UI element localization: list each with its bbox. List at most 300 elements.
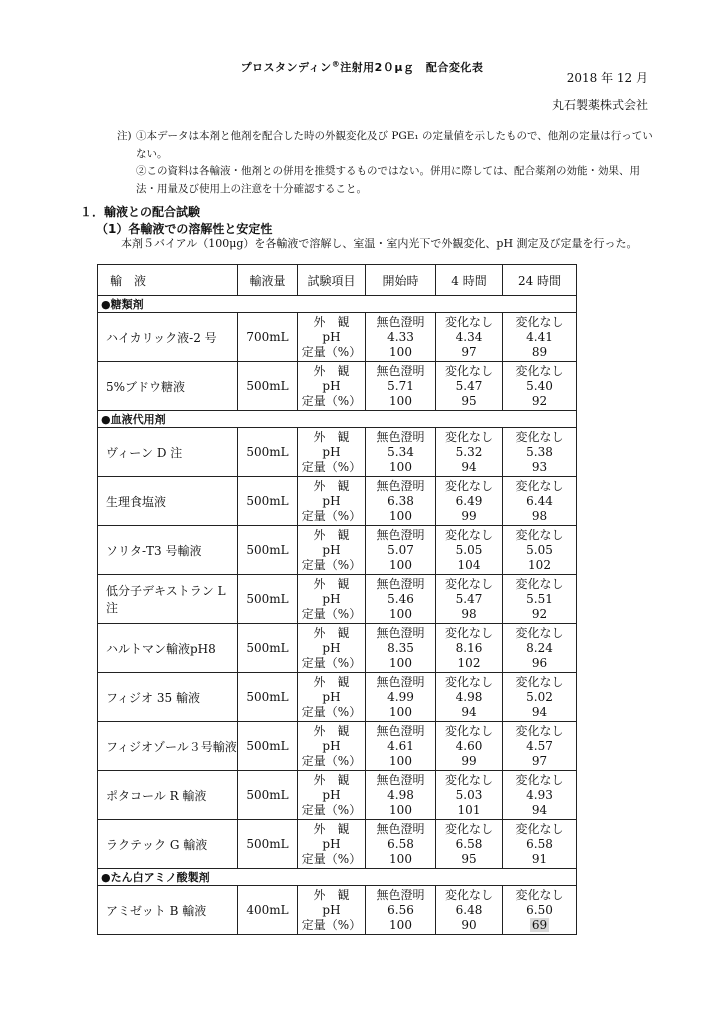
test-item-label: 外 観 — [313, 478, 350, 493]
result-value: 98 — [531, 508, 548, 523]
result-stack — [366, 822, 435, 867]
result-cell-h4 — [436, 526, 503, 575]
result-value: 5.46 — [387, 591, 414, 606]
result-value: 100 — [389, 851, 412, 866]
category-row — [98, 869, 577, 886]
test-items-cell — [298, 362, 366, 411]
test-items-cell — [298, 673, 366, 722]
table-row — [98, 673, 577, 722]
result-cell-h24 — [503, 428, 577, 477]
result-stack — [503, 315, 576, 360]
result-value: 変化なし — [444, 821, 493, 836]
result-value: 93 — [531, 459, 548, 474]
infusion-volume: 500mL — [238, 722, 298, 771]
infusion-name: ハイカリック液-2 号 — [98, 313, 238, 362]
test-item-label: 定量（%） — [301, 557, 362, 572]
result-stack — [366, 528, 435, 573]
result-value: 6.49 — [455, 493, 483, 508]
result-value: 99 — [461, 508, 477, 523]
header-cell: 24 時間 — [503, 265, 577, 296]
result-cell-h4 — [436, 428, 503, 477]
result-value: 4.34 — [455, 329, 483, 344]
result-value: 変化なし — [444, 625, 493, 640]
result-value: 6.56 — [387, 902, 414, 917]
result-stack — [436, 528, 502, 573]
result-cell-start — [366, 526, 436, 575]
result-stack — [503, 888, 576, 933]
result-value: 4.41 — [526, 329, 553, 344]
test-items-stack — [298, 315, 365, 360]
document-date: 2018 年 12 月 — [566, 71, 648, 85]
title-main: プロスタンディン — [240, 61, 332, 74]
result-stack — [436, 773, 502, 818]
table-row — [98, 526, 577, 575]
infusion-volume: 500mL — [238, 362, 298, 411]
result-stack — [503, 675, 576, 720]
result-cell-h24 — [503, 362, 577, 411]
section-description: 本剤５バイアル（100μg）を各輸液で溶解し、室温・室内光下で外観変化、pH 測定及び定量を行った。 — [121, 237, 638, 250]
result-value: 無色澄明 — [376, 314, 425, 329]
result-cell-h24 — [503, 526, 577, 575]
test-items-cell — [298, 624, 366, 673]
result-stack — [436, 364, 502, 409]
infusion-volume: 500mL — [238, 771, 298, 820]
result-value — [503, 918, 576, 933]
test-item-label: 定量（%） — [301, 655, 362, 670]
infusion-name: ラクテック G 輸液 — [98, 820, 238, 869]
result-value: 変化なし — [444, 723, 493, 738]
test-item-label: 定量（%） — [301, 753, 362, 768]
test-item-label: 外 観 — [313, 429, 350, 444]
result-value: 変化なし — [515, 314, 564, 329]
result-value: 変化なし — [515, 576, 564, 591]
result-value: 変化なし — [444, 576, 493, 591]
test-item-label: 外 観 — [313, 363, 350, 378]
result-value: 5.07 — [387, 542, 414, 557]
header-cell: 輸液量 — [238, 265, 298, 296]
result-value: 5.38 — [526, 444, 553, 459]
result-stack — [436, 822, 502, 867]
result-value: 100 — [389, 606, 412, 621]
infusion-volume: 400mL — [238, 886, 298, 935]
result-value: 無色澄明 — [376, 478, 425, 493]
result-value: 95 — [461, 851, 477, 866]
result-value: 4.60 — [455, 738, 483, 753]
result-value: 6.50 — [526, 902, 553, 917]
result-value: 100 — [389, 753, 412, 768]
result-value: 5.51 — [526, 591, 553, 606]
test-item-label: 定量（%） — [301, 851, 362, 866]
result-value: 変化なし — [515, 723, 564, 738]
result-value: 5.02 — [526, 689, 553, 704]
result-value: 100 — [389, 508, 412, 523]
result-value: 4.98 — [387, 787, 414, 802]
test-items-cell — [298, 575, 366, 624]
result-cell-h24 — [503, 673, 577, 722]
note-1 — [117, 128, 657, 163]
test-item-label: 定量（%） — [301, 802, 362, 817]
result-value: 4.57 — [526, 738, 553, 753]
table-row — [98, 820, 577, 869]
result-cell-h4 — [436, 575, 503, 624]
infusion-volume: 500mL — [238, 428, 298, 477]
result-stack — [436, 724, 502, 769]
result-value: 変化なし — [444, 527, 493, 542]
section-subheading: （1）各輸液での溶解性と安定性 — [96, 222, 273, 236]
result-cell-h4 — [436, 624, 503, 673]
result-value: 102 — [528, 557, 551, 572]
result-value: 変化なし — [444, 363, 493, 378]
result-stack — [436, 479, 502, 524]
result-value: 101 — [457, 802, 481, 817]
result-cell-h24 — [503, 771, 577, 820]
test-items-cell — [298, 313, 366, 362]
result-cell-h24 — [503, 820, 577, 869]
result-value: 6.58 — [387, 836, 414, 851]
test-items-stack — [298, 430, 365, 475]
result-stack — [503, 430, 576, 475]
test-item-label: pH — [322, 378, 341, 393]
result-value: 5.47 — [455, 591, 483, 606]
result-value: 変化なし — [444, 772, 493, 787]
result-value: 変化なし — [515, 821, 564, 836]
result-stack — [366, 315, 435, 360]
note-label: 注) — [117, 130, 132, 142]
result-value: 91 — [531, 851, 548, 866]
result-cell-start — [366, 722, 436, 771]
result-value: 変化なし — [444, 429, 493, 444]
infusion-volume: 500mL — [238, 624, 298, 673]
result-value: 変化なし — [515, 478, 564, 493]
infusion-volume: 500mL — [238, 820, 298, 869]
notes-block — [117, 128, 657, 198]
infusion-volume: 500mL — [238, 526, 298, 575]
note-text: ②この資料は各輸液・他剤との併用を推奨するものではない。併用に際しては、配合薬剤の効能・効果、用法・用量及び使用上の注意を十分確認すること。 — [136, 165, 640, 195]
test-items-cell — [298, 886, 366, 935]
result-cell-start — [366, 820, 436, 869]
result-value: 94 — [531, 802, 548, 817]
result-cell-h24 — [503, 575, 577, 624]
table-row — [98, 575, 577, 624]
result-cell-h24 — [503, 624, 577, 673]
result-cell-start — [366, 886, 436, 935]
test-items-stack — [298, 626, 365, 671]
test-items-stack — [298, 888, 365, 933]
result-value: 4.61 — [387, 738, 414, 753]
result-stack — [503, 626, 576, 671]
result-value: 89 — [531, 344, 548, 359]
category-label: ●糖類剤 — [98, 296, 577, 313]
result-cell-h24 — [503, 886, 577, 935]
result-value: 100 — [389, 917, 412, 932]
compatibility-table — [97, 264, 577, 935]
result-stack — [436, 430, 502, 475]
test-item-label: pH — [322, 902, 341, 917]
result-value: 97 — [461, 344, 477, 359]
result-value: 無色澄明 — [376, 625, 425, 640]
result-cell-start — [366, 477, 436, 526]
result-value: 5.05 — [455, 542, 483, 557]
table-row — [98, 722, 577, 771]
result-stack — [503, 822, 576, 867]
infusion-name: アミゼット B 輸液 — [98, 886, 238, 935]
result-value: 変化なし — [444, 674, 493, 689]
test-item-label: 外 観 — [313, 527, 350, 542]
result-value: 95 — [461, 393, 477, 408]
result-stack — [436, 626, 502, 671]
infusion-volume: 500mL — [238, 673, 298, 722]
result-stack — [503, 724, 576, 769]
test-items-cell — [298, 771, 366, 820]
header-cell: 開始時 — [366, 265, 436, 296]
result-value: 94 — [461, 459, 477, 474]
result-value: 100 — [389, 393, 412, 408]
test-item-label: pH — [322, 836, 341, 851]
table-row — [98, 313, 577, 362]
test-items-cell — [298, 477, 366, 526]
table-row — [98, 362, 577, 411]
result-value: 5.34 — [387, 444, 414, 459]
result-value: 100 — [389, 344, 412, 359]
result-stack — [366, 626, 435, 671]
result-cell-h24 — [503, 722, 577, 771]
category-label: ●血液代用剤 — [98, 411, 577, 428]
result-value: 4.98 — [455, 689, 483, 704]
result-value: 無色澄明 — [376, 429, 425, 444]
test-item-label: 定量（%） — [301, 917, 362, 932]
test-item-label: pH — [322, 493, 341, 508]
test-item-label: 外 観 — [313, 821, 350, 836]
result-stack — [366, 773, 435, 818]
test-items-stack — [298, 528, 365, 573]
note-text: ①本データは本剤と他剤を配合した時の外観変化及び PGE₁ の定量値を示したもので、他剤の定量は行っていない。 — [136, 130, 653, 160]
result-cell-h24 — [503, 477, 577, 526]
note-2 — [117, 163, 657, 198]
test-items-stack — [298, 577, 365, 622]
result-stack — [366, 577, 435, 622]
result-value: 5.71 — [387, 378, 414, 393]
test-item-label: 定量（%） — [301, 344, 362, 359]
test-items-stack — [298, 364, 365, 409]
result-value: 102 — [457, 655, 481, 670]
result-cell-h4 — [436, 771, 503, 820]
result-cell-h4 — [436, 722, 503, 771]
result-value: 5.32 — [455, 444, 483, 459]
result-stack — [503, 577, 576, 622]
infusion-name: フィジオゾール３号輸液 — [98, 722, 238, 771]
test-item-label: 定量（%） — [301, 606, 362, 621]
result-stack — [366, 675, 435, 720]
highlighted-value: 69 — [531, 917, 548, 932]
test-item-label: 外 観 — [313, 314, 350, 329]
result-stack — [436, 675, 502, 720]
result-stack — [366, 430, 435, 475]
test-items-cell — [298, 428, 366, 477]
table-row — [98, 477, 577, 526]
result-cell-start — [366, 428, 436, 477]
result-cell-start — [366, 575, 436, 624]
test-item-label: pH — [322, 542, 341, 557]
test-items-stack — [298, 822, 365, 867]
infusion-name: フィジオ 35 輸液 — [98, 673, 238, 722]
test-items-cell — [298, 820, 366, 869]
result-value: 無色澄明 — [376, 772, 425, 787]
result-cell-h4 — [436, 820, 503, 869]
table-row — [98, 771, 577, 820]
test-item-label: pH — [322, 444, 341, 459]
result-value: 6.48 — [455, 902, 483, 917]
category-row — [98, 411, 577, 428]
result-value: 4.93 — [526, 787, 553, 802]
result-value: 8.16 — [455, 640, 483, 655]
result-value: 変化なし — [444, 478, 493, 493]
result-value: 変化なし — [444, 314, 493, 329]
result-stack — [436, 315, 502, 360]
result-value: 5.03 — [455, 787, 483, 802]
test-item-label: pH — [322, 787, 341, 802]
registered-mark: ® — [331, 59, 341, 69]
result-value: 変化なし — [515, 363, 564, 378]
result-stack — [503, 364, 576, 409]
test-items-stack — [298, 675, 365, 720]
infusion-volume: 500mL — [238, 575, 298, 624]
result-stack — [503, 528, 576, 573]
test-item-label: pH — [322, 640, 341, 655]
table-row — [98, 886, 577, 935]
infusion-name: ソリタ-T3 号輸液 — [98, 526, 238, 575]
result-cell-start — [366, 313, 436, 362]
result-cell-h4 — [436, 886, 503, 935]
result-stack — [436, 888, 502, 933]
header-cell: 輸 液 — [98, 265, 238, 296]
test-item-label: 外 観 — [313, 723, 350, 738]
infusion-name: ハルトマン輸液pH8 — [98, 624, 238, 673]
result-stack — [436, 577, 502, 622]
test-item-label: 定量（%） — [301, 459, 362, 474]
table-row — [98, 428, 577, 477]
result-value: 92 — [531, 393, 548, 408]
result-value: 100 — [389, 704, 412, 719]
test-item-label: 定量（%） — [301, 704, 362, 719]
infusion-name: 5%ブドウ糖液 — [98, 362, 238, 411]
result-value: 6.44 — [526, 493, 553, 508]
result-cell-start — [366, 771, 436, 820]
result-stack — [366, 479, 435, 524]
result-cell-h4 — [436, 477, 503, 526]
result-value: 無色澄明 — [376, 723, 425, 738]
result-value: 無色澄明 — [376, 674, 425, 689]
test-item-label: 外 観 — [313, 674, 350, 689]
test-items-cell — [298, 722, 366, 771]
result-cell-start — [366, 673, 436, 722]
infusion-volume: 500mL — [238, 477, 298, 526]
result-value: 98 — [461, 606, 477, 621]
category-row — [98, 296, 577, 313]
test-item-label: pH — [322, 738, 341, 753]
table-header-row — [98, 265, 577, 296]
test-item-label: 外 観 — [313, 576, 350, 591]
result-value: 変化なし — [515, 527, 564, 542]
test-items-stack — [298, 479, 365, 524]
result-value: 5.40 — [526, 378, 553, 393]
result-value: 6.58 — [526, 836, 553, 851]
infusion-name: 低分子デキストラン L 注 — [98, 575, 238, 624]
result-value: 104 — [457, 557, 481, 572]
company-name: 丸石製薬株式会社 — [551, 98, 648, 112]
result-stack — [366, 888, 435, 933]
result-cell-h4 — [436, 673, 503, 722]
test-items-cell — [298, 526, 366, 575]
result-value: 4.99 — [387, 689, 414, 704]
header-cell: 4 時間 — [436, 265, 503, 296]
header-cell: 試験項目 — [298, 265, 366, 296]
infusion-volume: 700mL — [238, 313, 298, 362]
result-value: 変化なし — [515, 674, 564, 689]
result-value: 100 — [389, 802, 412, 817]
result-value: 無色澄明 — [376, 527, 425, 542]
table-body — [98, 265, 577, 935]
note-label — [117, 163, 136, 198]
category-label: ●たん白アミノ酸製剤 — [98, 869, 577, 886]
result-value: 変化なし — [444, 887, 493, 902]
result-value: 無色澄明 — [376, 576, 425, 591]
result-value: 8.35 — [387, 640, 414, 655]
section-heading: １．輸液との配合試験 — [80, 205, 201, 219]
result-value: 変化なし — [515, 625, 564, 640]
infusion-name: ヴィーン D 注 — [98, 428, 238, 477]
result-value: 無色澄明 — [376, 887, 425, 902]
result-value: 100 — [389, 655, 412, 670]
result-value: 90 — [461, 917, 477, 932]
test-item-label: pH — [322, 591, 341, 606]
result-value: 変化なし — [515, 429, 564, 444]
result-value: 100 — [389, 459, 412, 474]
result-stack — [503, 479, 576, 524]
test-item-label: 定量（%） — [301, 508, 362, 523]
result-value: 92 — [531, 606, 548, 621]
test-item-label: 外 観 — [313, 887, 350, 902]
result-value: 100 — [389, 557, 412, 572]
infusion-name: ポタコール R 輸液 — [98, 771, 238, 820]
test-item-label: 定量（%） — [301, 393, 362, 408]
result-value: 96 — [531, 655, 548, 670]
result-value: 8.24 — [526, 640, 553, 655]
result-stack — [366, 364, 435, 409]
result-cell-h4 — [436, 313, 503, 362]
result-stack — [366, 724, 435, 769]
test-items-stack — [298, 773, 365, 818]
result-value: 97 — [531, 753, 548, 768]
title-rest: 注射用2０μｇ 配合変化表 — [340, 61, 484, 74]
result-value: 94 — [531, 704, 548, 719]
result-value: 4.33 — [387, 329, 414, 344]
test-item-label: pH — [322, 329, 341, 344]
result-value: 5.47 — [455, 378, 483, 393]
test-items-stack — [298, 724, 365, 769]
result-cell-h4 — [436, 362, 503, 411]
result-value: 5.05 — [526, 542, 553, 557]
infusion-name: 生理食塩液 — [98, 477, 238, 526]
result-value: 6.38 — [387, 493, 414, 508]
test-item-label: 外 観 — [313, 772, 350, 787]
test-item-label: 外 観 — [313, 625, 350, 640]
table-row — [98, 624, 577, 673]
result-cell-start — [366, 624, 436, 673]
test-item-label: pH — [322, 689, 341, 704]
result-stack — [503, 773, 576, 818]
result-value: 無色澄明 — [376, 363, 425, 378]
result-value: 94 — [461, 704, 477, 719]
